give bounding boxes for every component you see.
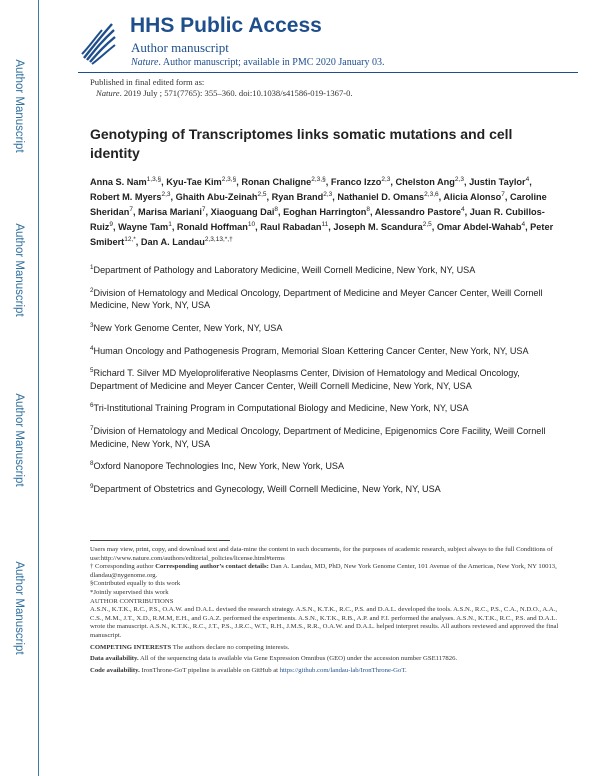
affiliation-number: 8 — [90, 460, 94, 468]
author-affiliation-marks: 4 — [521, 220, 526, 228]
author-name: Ronald Hoffman — [176, 221, 248, 232]
affiliation-text: Division of Hematology and Medical Oncology, Department of Medicine and Meyer Cancer Center, Weill Cornell Medicine, New York, NY, USA — [90, 287, 543, 311]
published-form-label: Published in final edited form as: — [90, 77, 205, 87]
author-affiliation-marks: 2,3 — [323, 190, 333, 198]
competing-interests: COMPETING INTERESTS The authors declare no competing interests. — [90, 643, 290, 651]
author-affiliation-marks: 2,3,13,*,† — [204, 235, 233, 243]
author-name: Raul Rabadan — [260, 221, 322, 232]
affiliation-number: 9 — [90, 482, 94, 490]
footnote-rule — [90, 540, 230, 541]
affiliation — [90, 481, 550, 496]
author-name: Joseph M. Scandura — [333, 221, 423, 232]
author-affiliation-marks: 1 — [168, 220, 172, 228]
sidebar-divider — [38, 0, 39, 776]
sidebar-label-3: Author Manuscript — [13, 393, 25, 487]
affiliation-text: Department of Pathology and Laboratory Medicine, Weill Cornell Medicine, New York, NY, USA — [93, 265, 476, 276]
affiliation — [90, 343, 550, 358]
author-name: Eoghan Harrington — [283, 207, 367, 217]
author-name: Omar Abdel-Wahab — [436, 221, 522, 232]
hhs-public-access-title: HHS Public Access — [130, 14, 322, 37]
affiliation — [90, 400, 550, 415]
contributions-text: A.S.N., K.T.K., R.C., P.S., O.A.W. and D.A.L. devised the research strategy. A.S.N., K.T.K., R.C., P.S. and D.A.L. developed the tools. A.S.N., R.C., P.S., C.A., N.D.O., A.A., C.S., M.M., J.T., X.D., R.M.M, E.H., and G.A.Z. performed the experiments. A.S.N., K.T.K., R.B., A.P. and F.I. performed the analyses. A.S.N., K.T.K., R.C., P.S. and D.A.L. wrote the manuscript. A.S.N., K.T.K., R.C., J.T., P.S., J.R.C., W.T., R.H., J.M.S., R.R., O.A.W. and D.A.L. helped interpret results. All authors reviewed and approved the final manuscript. — [90, 606, 559, 639]
author-name: Ronan Chaligne — [241, 177, 312, 188]
author-affiliation-marks: 8 — [366, 205, 370, 213]
author-affiliation-marks: 2,3 — [161, 190, 171, 198]
footnotes — [90, 546, 560, 675]
author-name: Caroline Sheridan — [90, 192, 547, 217]
author-name: Franco Izzo — [330, 177, 382, 188]
usage-note: Users may view, print, copy, and download text and data-mine the content in such documents, for the purposes of academic research, subject always to the full Conditions of use:http://www.nature.com/authors/editorial_policies/license.html#terms — [90, 546, 553, 562]
affiliation-text: Division of Hematology and Medical Oncology, Department of Medicine, Epigenomics Core Facility, Weill Cornell Medicine, New York, NY, USA — [90, 426, 546, 449]
author-affiliation-marks: 2,5 — [257, 190, 267, 198]
author-affiliation-marks: 9 — [109, 220, 114, 228]
affiliation-text: Oxford Nanopore Technologies Inc, New York, New York, USA — [93, 461, 345, 472]
author-name: Marisa Mariani — [138, 207, 202, 217]
author-name: Wayne Tam — [118, 221, 169, 232]
author-affiliation-marks: 4 — [461, 205, 465, 213]
affiliation-text: Tri-Institutional Training Program in Computational Biology and Medicine, New York, NY, USA — [93, 403, 469, 414]
equal-contribution-note: §Contributed equally to this work — [90, 580, 181, 588]
citation: Nature. 2019 July ; 571(7765): 355–360. doi:10.1038/s41586-019-1367-0. — [96, 88, 353, 98]
author-list: Anna S. Nam$^{1,3,\S}$, Kyu-Tae Kim$^{2,3,\S}$, Ronan Chaligne$^{2,3,\S}$, Franco Izzo$^{2,3}$, Chelston Ang$^{2,3}$, Justin Taylor$^4$, Robert M. Myers$^{2,3}$, Ghaith Abu-Zeinah$^{2,5}$, Ryan Brand$^{2,3}$, Nathaniel D. Omans$^{2,3,6}$, Alicia Alonso$^7$, Caroline Sheridan$^7$, Marisa Mariani$^7$, Xiaoguang Dai$^8$, Eoghan Harrington$^8$, Alessandro Pastore$^4$, Juan R. Cubillos-Ruiz$^9$, Wayne Tam$^1$, Ronald Hoffman$^{10}$, Raul Rabadan$^{11}$, Joseph M. Scandura$^{2,5}$, Omar Abdel-Wahab$^4$, Peter Smibert$^{12,*}$, Dan A. Landau$^{2,3,13,*,\dagger}$ — [90, 176, 554, 247]
author-affiliation-marks: 2,3 — [454, 176, 464, 183]
author-affiliation-marks: 2,5 — [422, 220, 432, 228]
joint-supervision-note: *Jointly supervised this work — [90, 588, 169, 596]
author-name: Nathaniel D. Omans — [337, 192, 425, 203]
author-name: Alicia Alonso — [443, 192, 502, 203]
data-availability: Data availability. All of the sequencing data is available via Gene Expression Omnibus (GEO) under the accession number GSE117826. — [90, 655, 458, 663]
author-affiliation-marks: 11 — [321, 220, 329, 228]
author-name: Ghaith Abu-Zeinah — [175, 192, 258, 203]
sidebar-label-2: Author Manuscript — [13, 223, 25, 317]
author-name: Ryan Brand — [271, 192, 324, 203]
author-name: Chelston Ang — [395, 177, 455, 188]
affiliation-list — [90, 262, 550, 504]
github-link[interactable]: https://github.com/landau-lab/IronThrone-GoT — [279, 666, 405, 674]
affiliation — [90, 458, 550, 473]
affiliation-number: 6 — [90, 402, 94, 410]
affiliation — [90, 320, 550, 335]
affiliation-text: Human Oncology and Pathogenesis Program, Memorial Sloan Kettering Cancer Center, New York, NY, USA — [93, 345, 529, 356]
affiliation-number: 1 — [90, 264, 94, 271]
affiliation-number: 4 — [90, 344, 94, 352]
author-name: Juan R. Cubillos-Ruiz — [90, 207, 545, 232]
author-name: Robert M. Myers — [90, 192, 162, 203]
author-name: Anna S. Nam — [90, 177, 147, 188]
author-affiliation-marks: 7 — [501, 190, 505, 198]
affiliation — [90, 423, 550, 451]
author-name: Kyu-Tae Kim — [166, 177, 222, 188]
author-affiliation-marks: 7 — [129, 205, 133, 213]
author-name: Dan A. Landau — [140, 236, 205, 247]
availability-status: Nature. Author manuscript; available in PMC 2020 January 03. — [131, 57, 385, 68]
sidebar-label-4: Author Manuscript — [13, 561, 25, 655]
affiliation-text: Department of Obstetrics and Gynecology, Weill Cornell Medicine, New York, NY, USA — [93, 484, 441, 494]
author-name: Xiaoguang Dai — [210, 207, 275, 217]
author-affiliation-marks: 2,3,§ — [221, 176, 237, 183]
affiliation — [90, 262, 550, 277]
contributions-heading: AUTHOR CONTRIBUTIONS — [90, 597, 174, 605]
affiliation — [90, 365, 550, 393]
author-name: Justin Taylor — [469, 177, 526, 188]
affiliation-number: 7 — [90, 425, 94, 432]
author-affiliation-marks: 4 — [525, 176, 530, 183]
article-title: Genotyping of Transcriptomes links somatic mutations and cell identity — [90, 126, 513, 161]
affiliation — [90, 285, 550, 313]
author-affiliation-marks: 1,3,§ — [146, 176, 162, 183]
corresponding-author-note: † Corresponding author Corresponding author’s contact details: Dan A. Landau, MD, PhD, New York Genome Center, 101 Avenue of the Americas, New York, NY 10013, dlandau@nygenome.org. — [90, 563, 557, 579]
affiliation-number: 2 — [90, 286, 94, 294]
hhs-eagle-logo-icon — [78, 18, 118, 66]
author-affiliation-marks: 2,3,§ — [311, 176, 326, 183]
author-manuscript-subtitle: Author manuscript — [131, 40, 229, 55]
author-name: Peter Smibert — [90, 221, 554, 247]
author-affiliation-marks: 8 — [274, 205, 279, 213]
author-affiliation-marks: 10 — [247, 220, 256, 228]
author-affiliation-marks: 7 — [201, 205, 206, 213]
author-name: Alessandro Pastore — [374, 207, 462, 217]
author-affiliation-marks: 12,* — [124, 235, 136, 243]
code-availability: Code availability. IronThrone-GoT pipeline is available on GitHub at https://github.com/landau-lab/IronThrone-GoT. — [90, 666, 407, 674]
affiliation-text: New York Genome Center, New York, NY, USA — [93, 323, 283, 333]
author-affiliation-marks: 2,3 — [381, 176, 391, 183]
affiliation-number: 3 — [90, 321, 94, 329]
affiliation-text: Richard T. Silver MD Myeloproliferative Neoplasms Center, Division of Hematology and Medical Oncology, Department of Medicine and Meyer Cancer Center, Weill Cornell Medicine, New York, NY, USA — [90, 368, 520, 391]
author-affiliation-marks: 2,3,6 — [424, 190, 439, 198]
header-rule — [78, 72, 578, 73]
affiliation-number: 5 — [90, 367, 94, 375]
sidebar-label-1: Author Manuscript — [13, 59, 25, 153]
